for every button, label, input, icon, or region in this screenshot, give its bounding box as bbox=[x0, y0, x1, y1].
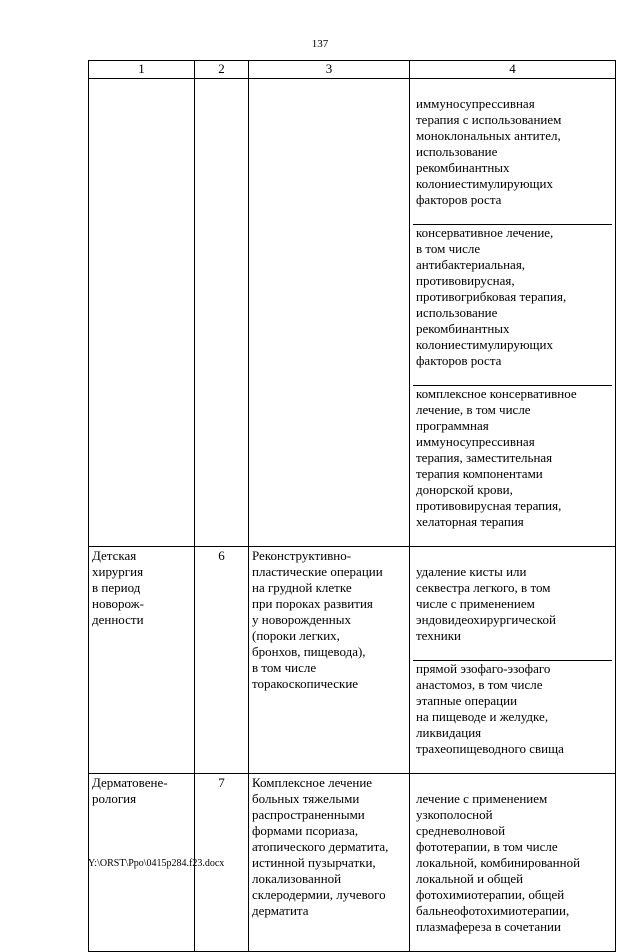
specialty-cell: Детская хирургия в период новорож- денности bbox=[89, 547, 195, 774]
method-item: удаление кисты или секвестра легкого, в том числе с применением эндовидеохирургической техники bbox=[416, 564, 556, 643]
specialty-cell: Дерматовене- рология bbox=[89, 774, 195, 952]
treatment-table bbox=[88, 60, 616, 952]
number-cell bbox=[195, 79, 249, 547]
specialty-cell bbox=[89, 79, 195, 547]
method-item: комплексное консервативное лечение, в том числе программная иммуносупрессивная терапия, заместительная терапия компонентами донорской крови, противовирусная терапия, хелаторная терапия bbox=[413, 385, 612, 530]
description-cell: Комплексное лечение больных тяжелыми распространенными формами псориаза, атопического дерматита, истинной пузырчатки, локализованной склеродермии, лучевого дерматита bbox=[249, 774, 410, 952]
methods-cell bbox=[410, 774, 616, 952]
column-header-3: 3 bbox=[249, 61, 410, 79]
description-cell: Реконструктивно- пластические операции на грудной клетке при пороках развития у новорожденных (пороки легких, бронхов, пищевода), в том числе торакоскопические bbox=[249, 547, 410, 774]
page-number: 137 bbox=[311, 38, 329, 50]
method-item: консервативное лечение, в том числе антибактериальная, противовирусная, противогрибковая терапия, использование рекомбинантных колониестимулирующих факторов роста bbox=[413, 224, 612, 369]
description-cell bbox=[249, 79, 410, 547]
method-item: иммуносупрессивная терапия с использованием моноклональных антител, использование рекомбинантных колониестимулирующих факторов роста bbox=[416, 96, 562, 207]
methods-cell bbox=[410, 79, 616, 547]
table-row bbox=[89, 79, 616, 547]
table-header-row bbox=[89, 61, 616, 79]
number-cell: 7 bbox=[195, 774, 249, 952]
column-header-2: 2 bbox=[195, 61, 249, 79]
column-header-4: 4 bbox=[410, 61, 616, 79]
table-row bbox=[89, 547, 616, 774]
number-cell: 6 bbox=[195, 547, 249, 774]
methods-cell bbox=[410, 547, 616, 774]
method-item: лечение с применением узкополосной средневолновой фототерапии, в том числе локальной, комбинированной локальной и общей фотохимиотерапии, общей бальнеофотохимиотерапии, плазмафереза в сочетании bbox=[416, 791, 581, 934]
column-header-1: 1 bbox=[89, 61, 195, 79]
method-item: прямой эзофаго-эзофаго анастомоз, в том числе этапные операции на пищеводе и желудке, ликвидация трахеопищеводного свища bbox=[413, 660, 612, 757]
document-file-path: Y:\ORST\Ppo\0415p284.f23.docx bbox=[88, 858, 225, 869]
